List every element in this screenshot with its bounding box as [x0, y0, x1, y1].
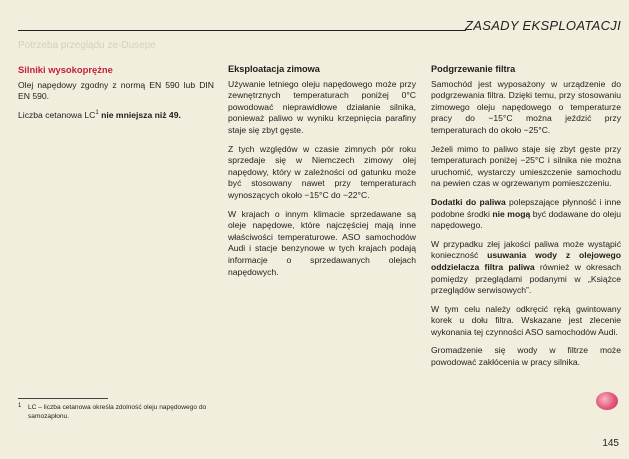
bleed-through-heading: Potrzeba przeglądu ze-Dusepe: [18, 40, 156, 51]
section-title: ZASADY EKSPLOATACJI: [465, 18, 621, 33]
winter-paragraph-3: W krajach o innym klimacie sprzedawane są oleje napędowe, które najczęściej mają inne właściwości temperaturowe. ASO samochodów Audi i stacje benzynowe w tych krajach podają informacje o sprzedawanych olejach napędowych.: [228, 208, 416, 277]
water-accumulation-paragraph: Gromadzenie się wody w filtrze może powodować zakłócenia w pracy silnika.: [431, 345, 621, 368]
winter-paragraph-2: Z tych względów w czasie zimnych pór roku sprzedaje się w Niemczech zimowy olej napędowy, który w zależności od gatunku może być stosowany nawet przy temperaturach wynoszących około −15°C do −22°C.: [228, 143, 416, 200]
column-diesel-engines: [18, 64, 214, 128]
diesel-engines-heading: Silniki wysokoprężne: [18, 64, 113, 75]
pink-stain-mark: [596, 392, 618, 410]
filter-paragraph-2: Jeżeli mimo to paliwo staje się zbyt gęste przy temperaturach poniżej −25°C i silnika nie można uruchomić, wystarczy umieszczenie samochodu na pewien czas w ogrzewanym pomieszczeniu.: [431, 143, 621, 189]
header-rule: [18, 30, 466, 31]
water-removal-paragraph: W przypadku złej jakości paliwa może wystąpić konieczność usuwania wody z olejowego oddzielacza filtra paliwa również w okresach pomiędzy przeglądami podanymi w „Książce przeglądów serwisowych”.: [431, 238, 622, 296]
column-filter-heating: [431, 64, 621, 376]
footnote-text: LC – liczba cetanowa określa zdolność oleju napędowego do samozapłonu.: [28, 404, 207, 420]
filter-heating-heading: Podgrzewanie filtra: [431, 64, 516, 74]
footnote-reference: 1: [95, 109, 99, 116]
footnote-rule: [18, 398, 108, 399]
filter-paragraph-1: Samochód jest wyposażony w urządzenie do podgrzewania filtra. Dzięki temu, przy stosowaniu zimowego oleju napędowego o temperaturze pracy do −15°C można jeździć przy temperaturach do około −25°C.: [431, 78, 621, 135]
fuel-additives-paragraph: Dodatki do paliwa polepszające płynność i inne podobne środki nie mogą być dodawane do oleju napędowego.: [431, 196, 621, 231]
winter-paragraph-1: Używanie letniego oleju napędowego może przy zewnętrznych temperaturach poniżej 0°C powodować nieprawidłowe działanie silnika, ponieważ paliwo w wyniku krzepnięcia parafiny staje się zbyt gęste.: [228, 78, 416, 135]
winter-operation-heading: Eksploatacja zimowa: [228, 64, 320, 74]
diesel-norm-paragraph: Olej napędowy zgodny z normą EN 590 lub DIN EN 590.: [18, 79, 214, 102]
page-number: 145: [602, 438, 619, 449]
column-winter-operation: [228, 64, 416, 285]
filter-plug-paragraph: W tym celu należy odkręcić ręką gwintowany korek u dołu filtra. Wskazane jest zlecenie wykonania tej czynności ASO samochodów Audi.: [431, 303, 621, 337]
footnote-mark: 1: [18, 403, 22, 409]
footnote: [18, 404, 214, 421]
cetane-number-paragraph: Liczba cetanowa $LC^1$ nie mniejsza niż 49.: [18, 109, 181, 120]
